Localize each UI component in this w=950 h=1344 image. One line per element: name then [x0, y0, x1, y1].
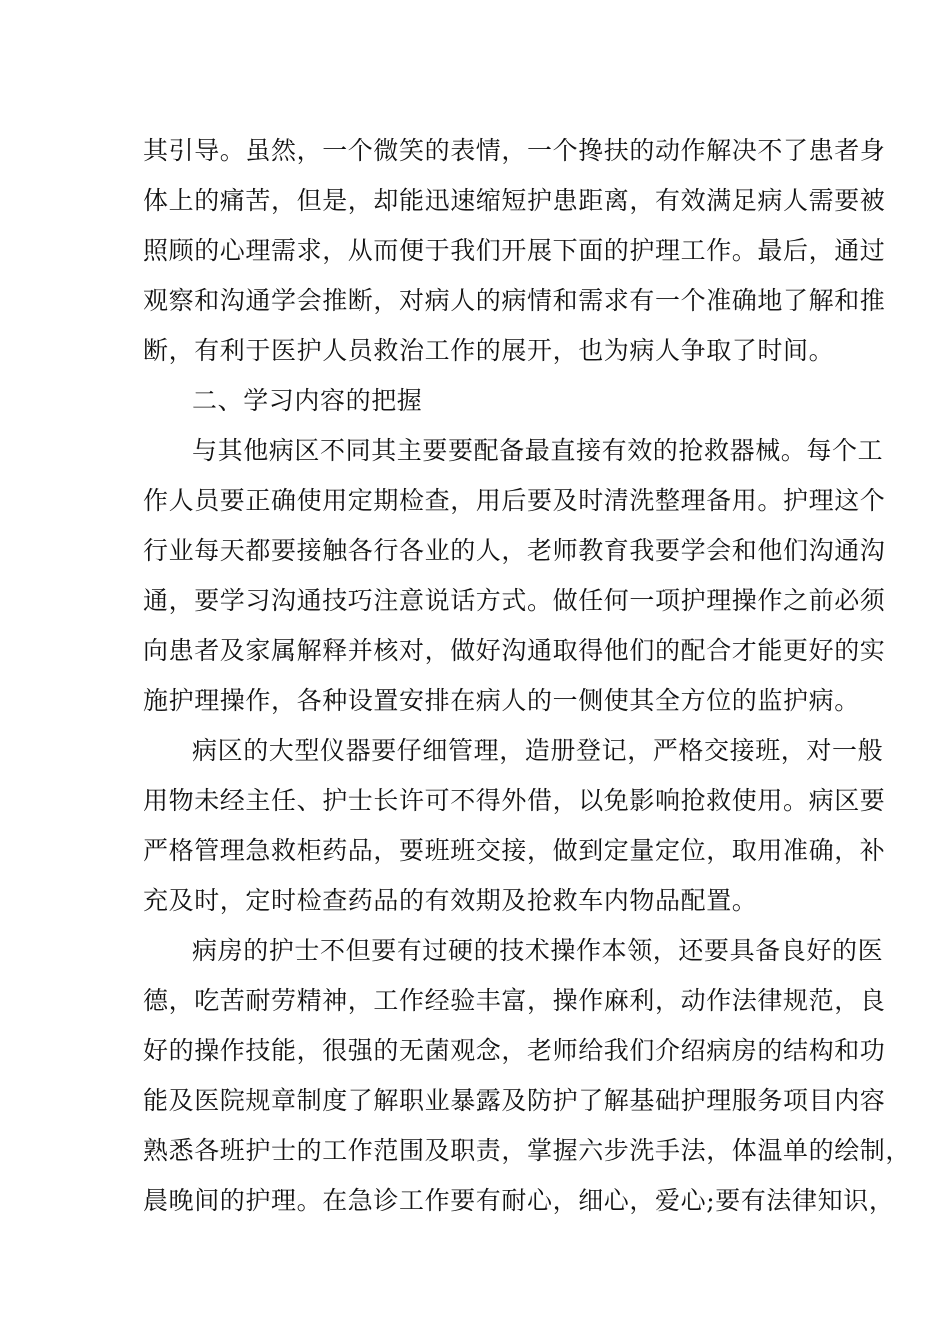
- text-line: 与其他病区不同其主要要配备最直接有效的抢救器械。每个工: [192, 436, 884, 465]
- text-line: 照顾的心理需求，从而便于我们开展下面的护理工作。最后，通过: [143, 236, 886, 265]
- text-line: 德，吃苦耐劳精神，工作经验丰富，操作麻利，动作法律规范，良: [143, 986, 886, 1015]
- text-line: 其引导。虽然，一个微笑的表情，一个搀扶的动作解决不了患者身: [143, 136, 886, 165]
- text-line: 病房的护士不但要有过硬的技术操作本领，还要具备良好的医: [192, 936, 884, 965]
- text-line: 施护理操作，各种设置安排在病人的一侧使其全方位的监护病。: [143, 686, 860, 715]
- text-line: 断，有利于医护人员救治工作的展开，也为病人争取了时间。: [143, 336, 835, 365]
- text-line: 病区的大型仪器要仔细管理，造册登记，严格交接班，对一般: [192, 736, 884, 765]
- text-line: 充及时，定时检查药品的有效期及抢救车内物品配置。: [143, 886, 758, 915]
- text-line: 作人员要正确使用定期检查，用后要及时清洗整理备用。护理这个: [143, 486, 886, 515]
- text-line: 用物未经主任、护士长许可不得外借，以免影响抢救使用。病区要: [143, 786, 886, 815]
- text-line: 好的操作技能，很强的无菌观念，老师给我们介绍病房的结构和功: [143, 1036, 886, 1065]
- text-line: 熟悉各班护士的工作范围及职责，掌握六步洗手法，体温单的绘制，: [143, 1136, 912, 1165]
- text-line: 行业每天都要接触各行各业的人，老师教育我要学会和他们沟通沟: [143, 536, 886, 565]
- section-heading: 二、学习内容的把握: [192, 386, 423, 415]
- text-line: 严格管理急救柜药品，要班班交接，做到定量定位，取用准确，补: [143, 836, 886, 865]
- text-line: 体上的痛苦，但是，却能迅速缩短护患距离，有效满足病人需要被: [143, 186, 886, 215]
- text-line: 晨晚间的护理。在急诊工作要有耐心，细心，爱心;要有法律知识，: [143, 1186, 895, 1215]
- text-line: 向患者及家属解释并核对，做好沟通取得他们的配合才能更好的实: [143, 636, 886, 665]
- text-line: 观察和沟通学会推断，对病人的病情和需求有一个准确地了解和推: [143, 286, 886, 315]
- text-line: 能及医院规章制度了解职业暴露及防护了解基础护理服务项目内容: [143, 1086, 886, 1115]
- text-line: 通，要学习沟通技巧注意说话方式。做任何一项护理操作之前必须: [143, 586, 886, 615]
